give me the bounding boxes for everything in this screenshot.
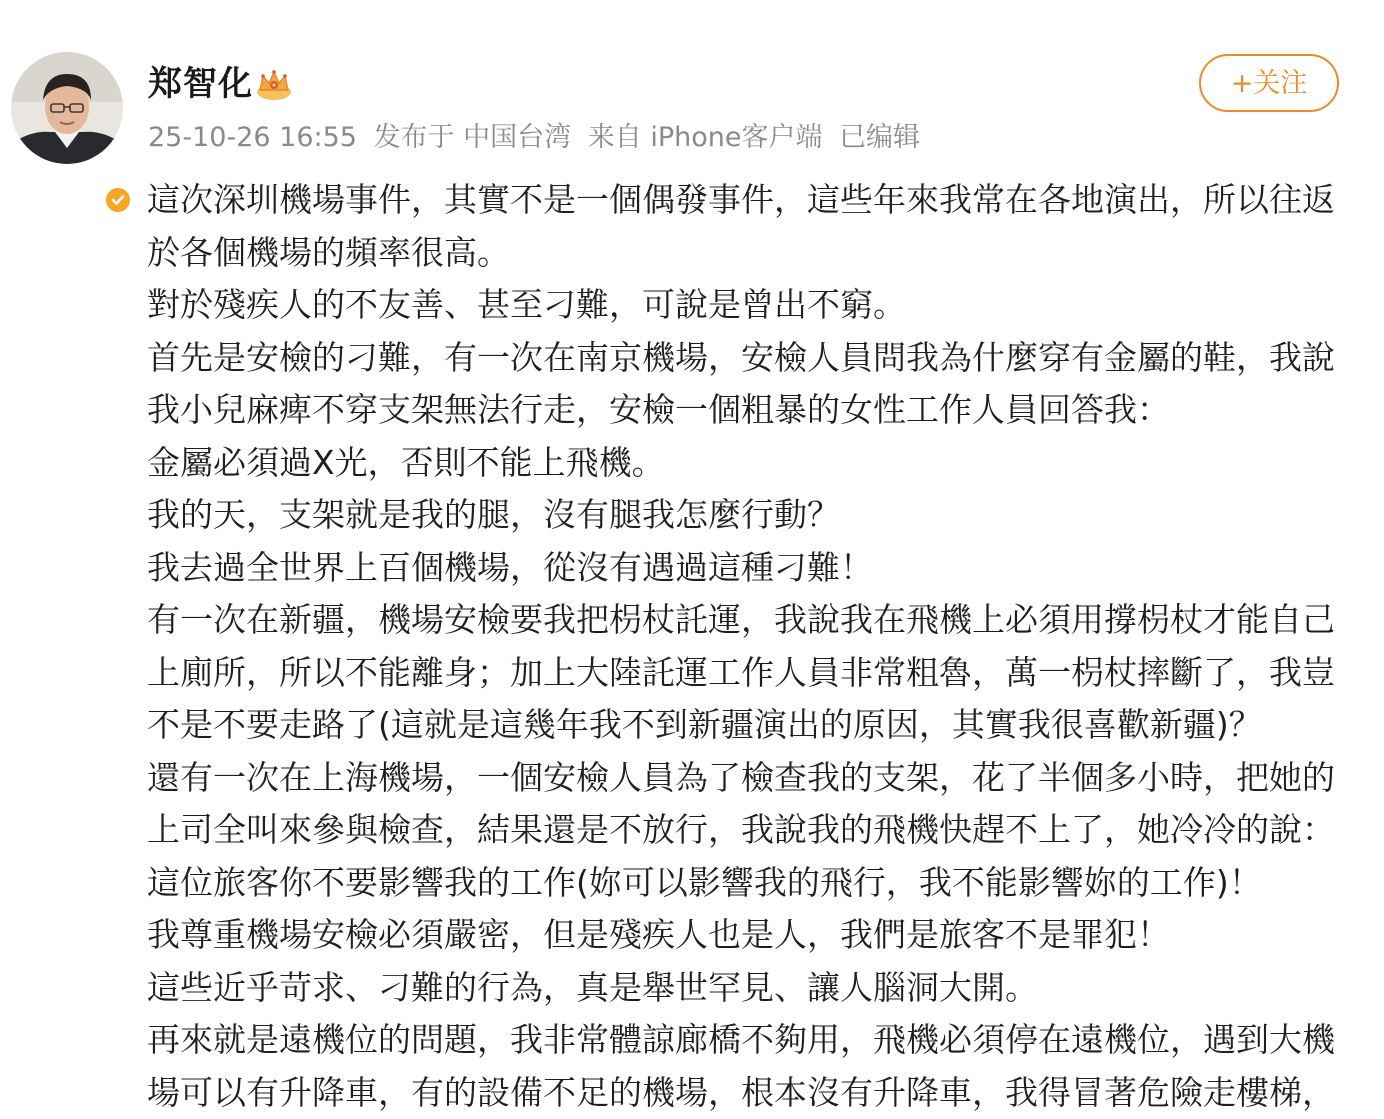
- paragraph: 金屬必須過X光，否則不能上飛機。: [147, 442, 665, 482]
- paragraph: 對於殘疾人的不友善、甚至刁難，可說是曾出不窮。: [147, 285, 906, 324]
- follow-button[interactable]: +关注: [1199, 54, 1339, 112]
- post-meta: [148, 119, 928, 157]
- post-content: [147, 174, 1343, 1119]
- edited-label[interactable]: 已编辑: [839, 122, 921, 153]
- vip-crown-icon: [254, 66, 294, 102]
- paragraph: 我尊重機場安檢必須嚴密，但是殘疾人也是人，我們是旅客不是罪犯！: [147, 915, 1170, 954]
- paragraph: 有一次在新疆，機場安檢要我把枴杖託運，我說我在飛機上必須用撐枴杖才能自己上廁所，所以不能離身；加上大陸託運工作人員非常粗魯，萬一枴杖摔斷了，我豈不是不要走路了(這就是這幾年我不到新疆演出的原因，其實我很喜歡新疆)？: [147, 600, 1335, 744]
- post-time[interactable]: 25-10-26 16:55: [148, 122, 357, 153]
- avatar[interactable]: [11, 52, 123, 164]
- paragraph: 這些近乎苛求、刁難的行為，真是舉世罕見、讓人腦洞大開。: [147, 967, 1038, 1007]
- user-avatar-image: [11, 52, 123, 164]
- check-icon: [109, 191, 127, 209]
- paragraph: 再來就是遠機位的問題，我非常體諒廊橋不夠用，飛機必須停在遠機位，遇到大機場可以有升降車，有的設備不足的機場，根本沒有升降車，我得冒著危險走樓梯，: [147, 1020, 1335, 1112]
- paragraph: 我的天，支架就是我的腿，沒有腿我怎麼行動？: [147, 495, 840, 534]
- author-name[interactable]: 郑智化: [148, 64, 253, 104]
- post-source: 来自 iPhone客户端: [587, 122, 823, 153]
- verified-badge-icon: [103, 185, 133, 215]
- post-location: 发布于 中国台湾: [373, 122, 572, 153]
- paragraph: 我去過全世界上百個機場，從沒有遇過這種刁難！: [147, 547, 873, 587]
- paragraph: 還有一次在上海機場，一個安檢人員為了檢查我的支架，花了半個多小時，把她的上司全叫來參與檢查，結果還是不放行，我說我的飛機快趕不上了，她冷冷的說：這位旅客你不要影響我的工作(妳可以影響我的飛行，我不能影響妳的工作)！: [147, 757, 1335, 902]
- paragraph: 首先是安檢的刁難，有一次在南京機場，安檢人員問我為什麼穿有金屬的鞋，我說我小兒麻痺不穿支架無法行走，安檢一個粗暴的女性工作人員回答我：: [147, 337, 1335, 429]
- paragraph: 這次深圳機場事件，其實不是一個偶發事件，這些年來我常在各地演出，所以往返於各個機場的頻率很高。: [147, 180, 1335, 272]
